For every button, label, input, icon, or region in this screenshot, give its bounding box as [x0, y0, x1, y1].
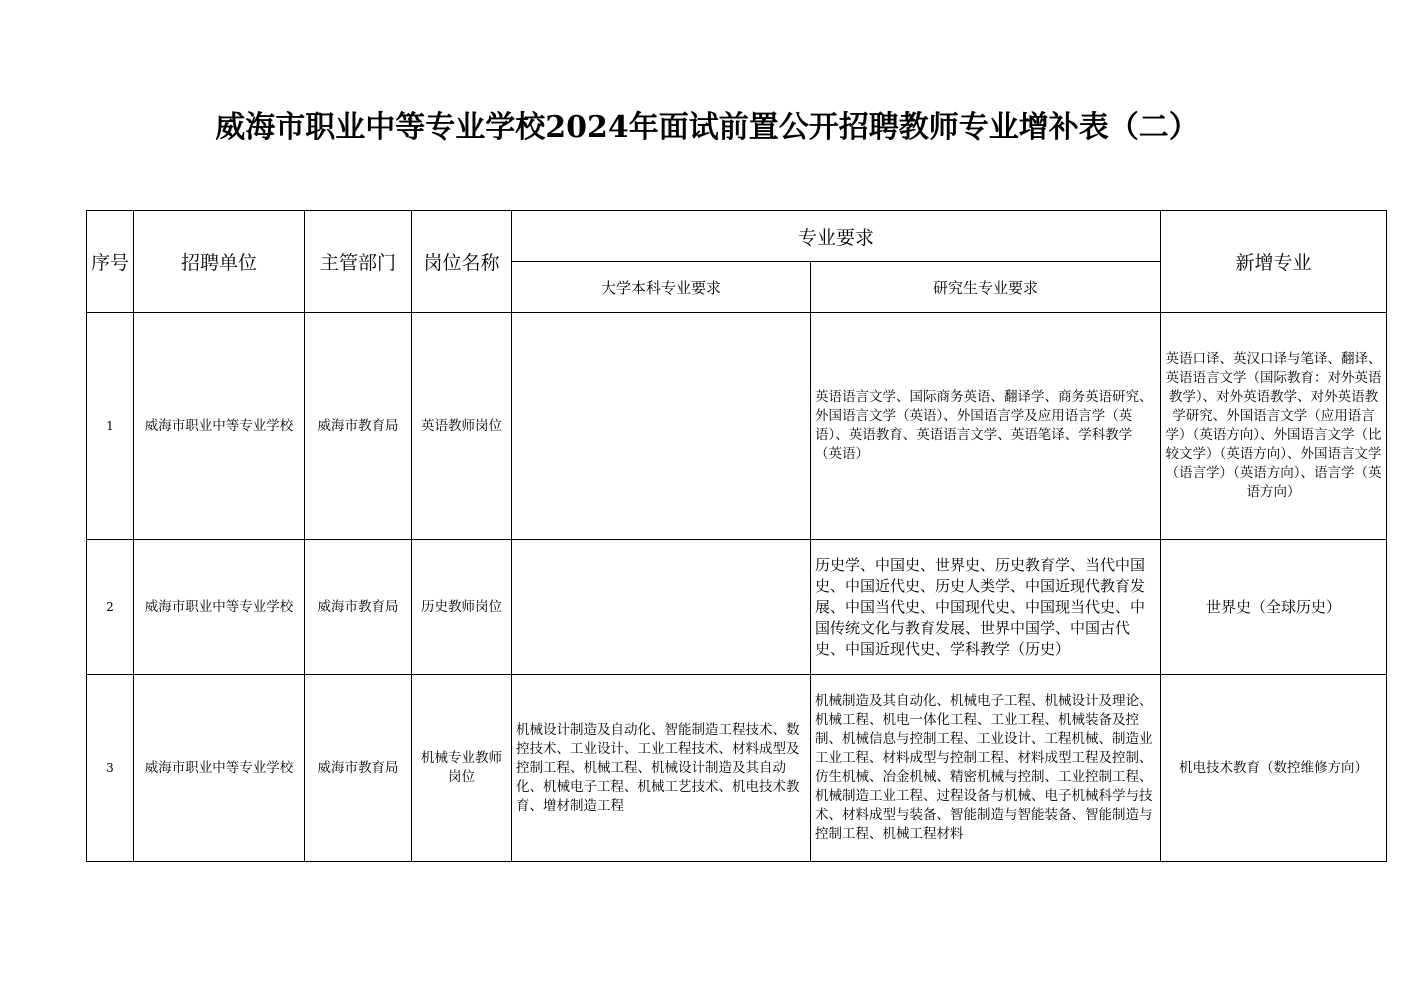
- row-position: 机械专业教师岗位: [412, 675, 512, 862]
- recruitment-table: [86, 210, 1387, 862]
- header-position: 岗位名称: [412, 211, 512, 313]
- header-dept: 主管部门: [305, 211, 412, 313]
- row-position: 英语教师岗位: [412, 313, 512, 540]
- header-new-major: 新增专业: [1161, 211, 1387, 313]
- row-new-major: 英语口译、英汉口译与笔译、翻译、英语语言文学（国际教育：对外英语教学）、对外英语教学、对外英语教学研究、外国语言文学（应用语言学）（英语方向）、外国语言文学（比较文学）（英语方向）、外国语言文学（语言学）（英语方向）、语言学（英语方向）: [1161, 313, 1387, 540]
- row-graduate: 历史学、中国史、世界史、历史教育学、当代中国史、中国近代史、历史人类学、中国近现代教育发展、中国当代史、中国现代史、中国现当代史、中国传统文化与教育发展、世界中国学、中国古代史、中国近现代史、学科教学（历史）: [811, 540, 1161, 675]
- header-graduate: 研究生专业要求: [811, 262, 1161, 313]
- row-undergrad: [512, 540, 811, 675]
- row-dept: 威海市教育局: [305, 313, 412, 540]
- row-new-major: 世界史（全球历史）: [1161, 540, 1387, 675]
- row-undergrad: [512, 313, 811, 540]
- row-index: 1: [87, 313, 134, 540]
- row-unit: 威海市职业中等专业学校: [134, 313, 305, 540]
- row-position: 历史教师岗位: [412, 540, 512, 675]
- row-undergrad: 机械设计制造及自动化、智能制造工程技术、数控技术、工业设计、工业工程技术、材料成型及控制工程、机械工程、机械设计制造及其自动化、机械电子工程、机械工艺技术、机电技术教育、增材制造工程: [512, 675, 811, 862]
- table-row: [87, 540, 1387, 675]
- row-dept: 威海市教育局: [305, 675, 412, 862]
- row-unit: 威海市职业中等专业学校: [134, 675, 305, 862]
- row-graduate: 机械制造及其自动化、机械电子工程、机械设计及理论、机械工程、机电一体化工程、工业工程、机械装备及控制、机械信息与控制工程、工业设计、工程机械、制造业工业工程、材料成型与控制工程、材料成型工程及控制、仿生机械、冶金机械、精密机械与控制、工业控制工程、机械制造工业工程、过程设备与机械、电子机械科学与技术、材料成型与装备、智能制造与智能装备、智能制造与控制工程、机械工程材料: [811, 675, 1161, 862]
- row-new-major: 机电技术教育（数控维修方向）: [1161, 675, 1387, 862]
- row-graduate: 英语语言文学、国际商务英语、翻译学、商务英语研究、外国语言文学（英语）、外国语言学及应用语言学（英语）、英语教育、英语语言文学、英语笔译、学科教学（英语）: [811, 313, 1161, 540]
- header-unit: 招聘单位: [134, 211, 305, 313]
- header-major-req: 专业要求: [512, 211, 1161, 262]
- table-row: [87, 675, 1387, 862]
- row-unit: 威海市职业中等专业学校: [134, 540, 305, 675]
- header-undergrad: 大学本科专业要求: [512, 262, 811, 313]
- row-dept: 威海市教育局: [305, 540, 412, 675]
- header-index: 序号: [87, 211, 134, 313]
- header-row-1: [87, 211, 1387, 262]
- page-title: 威海市职业中等专业学校2024年面试前置公开招聘教师专业增补表（二）: [215, 110, 1199, 145]
- row-index: 2: [87, 540, 134, 675]
- table-row: [87, 313, 1387, 540]
- row-index: 3: [87, 675, 134, 862]
